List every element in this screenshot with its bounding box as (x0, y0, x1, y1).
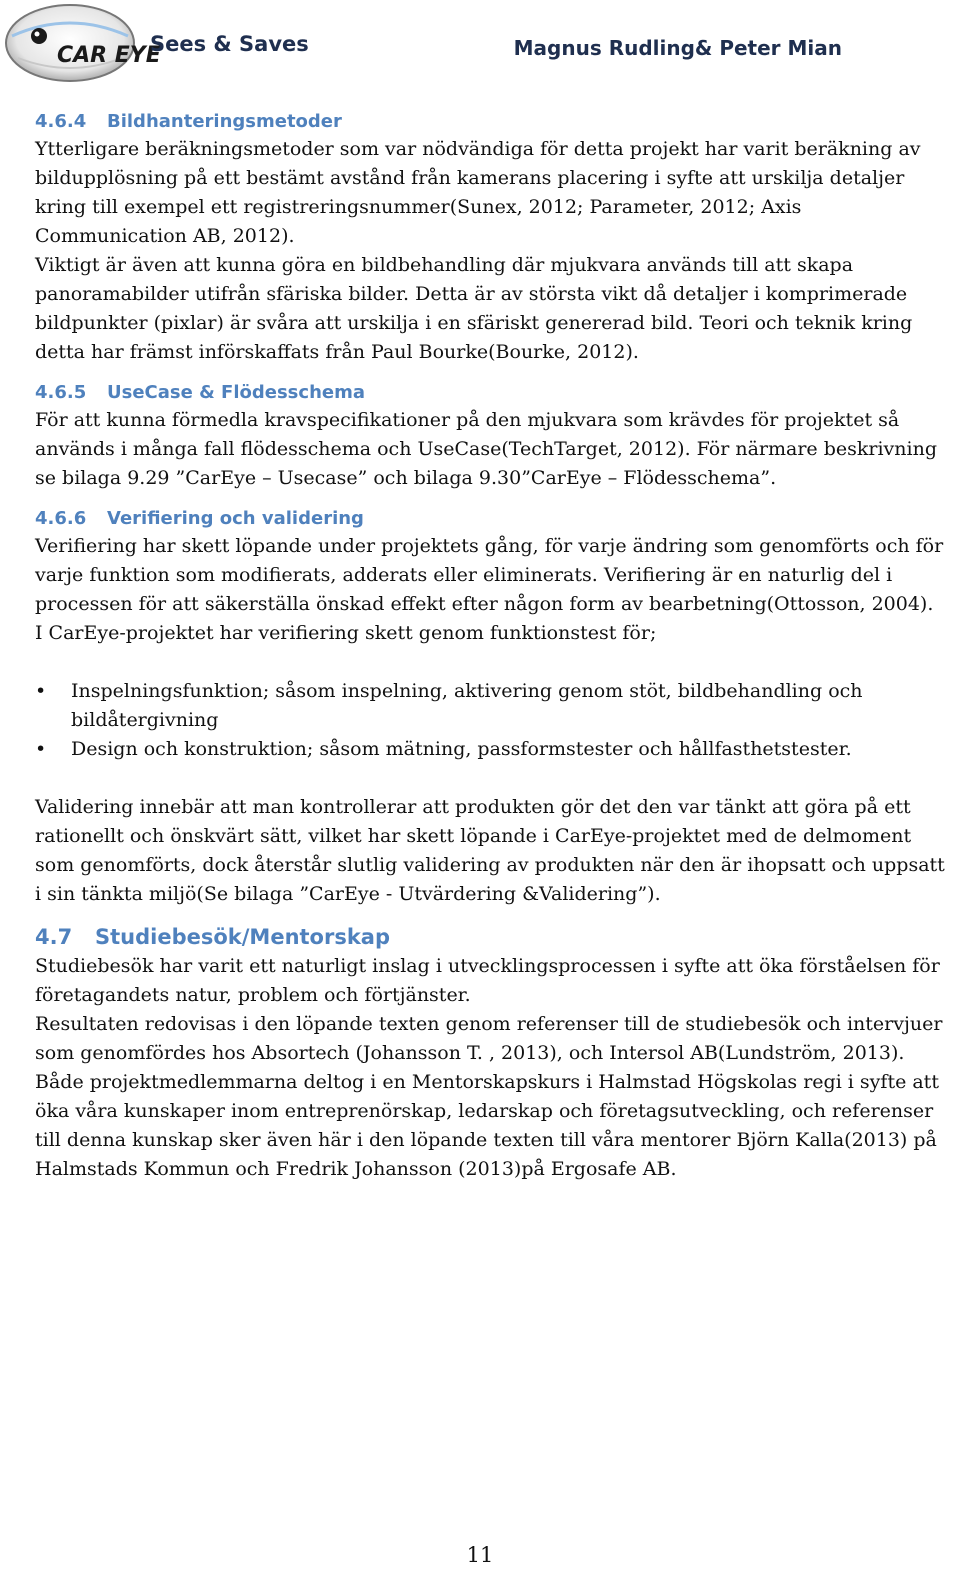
heading-4-6-5 (35, 380, 950, 406)
paragraph: Validering innebär att man kontrollerar att produkten gör det den var tänkt att göra på ett rationellt och önskvärt sätt, vilket har skett löpande i CarEye-projektet med de delmoment som genomförts, dock återstår slutlig validering av produkten när den är ihopsatt och uppsatt i sin tänkta miljö(Se bilaga ”CarEye - Utvärdering &Validering”). (35, 796, 945, 905)
heading-number: 4.7 (35, 925, 73, 949)
heading-number: 4.6.6 (35, 508, 87, 529)
logo-text: CAR EYE (57, 43, 161, 68)
heading-title: UseCase & Flödesschema (107, 382, 365, 403)
page-header (0, 0, 960, 88)
list-item (35, 677, 950, 735)
paragraph: I CarEye-projektet har verifiering skett genom funktionstest för; (35, 622, 657, 644)
heading-title: Studiebesök/Mentorskap (95, 925, 391, 949)
header-right-title: Magnus Rudling& Peter Mian (513, 36, 842, 60)
document-body (35, 109, 950, 1184)
heading-title: Verifiering och validering (107, 508, 364, 529)
heading-number: 4.6.5 (35, 382, 87, 403)
paragraph: För att kunna förmedla kravspecifikationer på den mjukvara som krävdes för projektet så används i många fall flödesschema och UseCase(TechTarget, 2012). För närmare beskrivning se bilaga 9.29 ”CarEye – Usecase” och bilaga 9.30”CarEye – Flödesschema”. (35, 409, 937, 489)
bullet-icon: • (35, 680, 47, 702)
paragraph: Ytterligare beräkningsmetoder som var nödvändiga för detta projekt har varit beräkning av bildupplösning på ett bestämt avstånd från kamerans placering i syfte att urskilja detaljer kring till exempel ett registreringsnummer(Sunex, 2012; Parameter, 2012; Axis Communication AB, 2012). (35, 138, 921, 247)
page-number: 11 (466, 1543, 494, 1567)
bullet-list (35, 677, 950, 764)
heading-title: Bildhanteringsmetoder (107, 111, 342, 132)
paragraph: Verifiering har skett löpande under projektets gång, för varje ändring som genomförts och för varje funktion som modifierats, adderats eller eliminerats. Verifiering är en naturlig del i processen för att säkerställa önskad effekt efter någon form av bearbetning(Ottosson, 2004). (35, 535, 944, 615)
heading-4-6-6 (35, 506, 950, 532)
heading-number: 4.6.4 (35, 111, 87, 132)
heading-4-6-4 (35, 109, 950, 135)
careye-logo (2, 2, 161, 84)
bullet-icon: • (35, 738, 47, 760)
paragraph: Resultaten redovisas i den löpande texten genom referenser till de studiebesök och intervjuer som genomfördes hos Absortech (Johansson T. , 2013), och Intersol AB(Lundström, 2013). (35, 1013, 943, 1064)
heading-4-7 (35, 922, 950, 952)
paragraph: Viktigt är även att kunna göra en bildbehandling där mjukvara används till att skapa panoramabilder utifrån sfäriska bilder. Detta är av största vikt då detaljer i komprimerade bildpunkter (pixlar) är svåra att urskilja i en sfäriskt genererad bild. Teori och teknik kring detta har främst införskaffats från Paul Bourke(Bourke, 2012). (35, 254, 913, 363)
list-item-text: Inspelningsfunktion; såsom inspelning, aktivering genom stöt, bildbehandling och bildåtergivning (71, 680, 863, 731)
paragraph: Studiebesök har varit ett naturligt inslag i utvecklingsprocessen i syfte att öka förståelsen för företagandets natur, problem och förtjänster. (35, 955, 940, 1006)
list-item (35, 735, 950, 764)
list-item-text: Design och konstruktion; såsom mätning, passformstester och hållfasthetstester. (71, 738, 852, 760)
header-left-title: Sees & Saves (150, 32, 309, 56)
paragraph: Både projektmedlemmarna deltog i en Mentorskapskurs i Halmstad Högskolas regi i syfte att öka våra kunskaper inom entreprenörskap, ledarskap och företagsutveckling, och referenser till denna kunskap sker även här i den löpande texten till våra mentorer Björn Kalla(2013) på Halmstads Kommun och Fredrik Johansson (2013)på Ergosafe AB. (35, 1071, 939, 1180)
